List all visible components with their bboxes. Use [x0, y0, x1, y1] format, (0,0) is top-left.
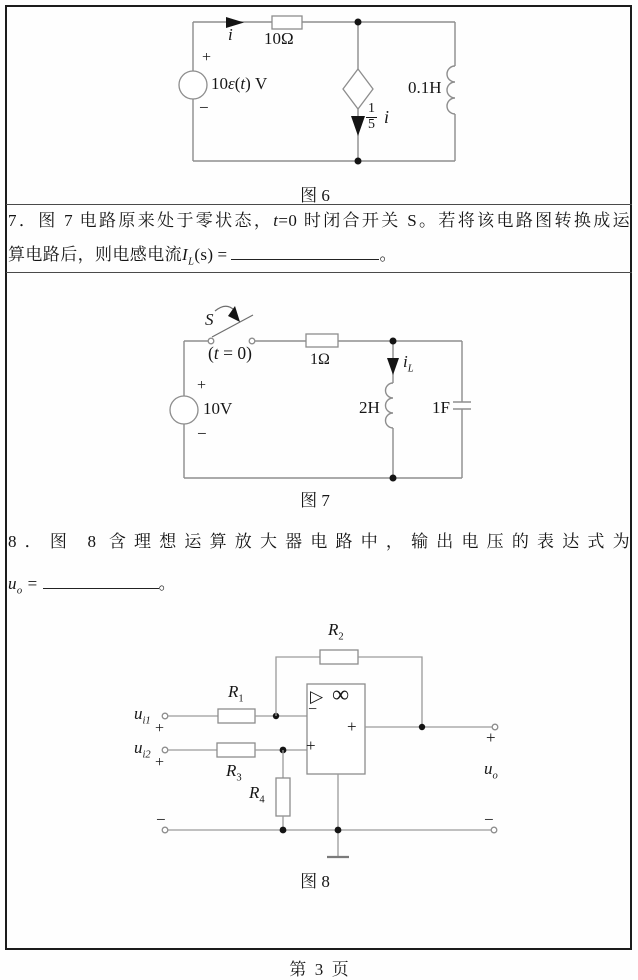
fig6-resistor-body — [272, 16, 302, 29]
question-8-line-2: $u_o$ = 。 — [8, 574, 176, 597]
fig8-right-terminal-minus: − — [484, 810, 494, 829]
fig8-feedback-wire-right — [358, 657, 422, 727]
fig7-voltage-source-circle — [170, 396, 198, 424]
fig8-r1-label: $R_1$ — [228, 682, 244, 705]
fig7-switch-label: S — [205, 310, 214, 329]
answer-blank-q7 — [231, 246, 379, 260]
fig7-resistor-body — [306, 334, 338, 347]
fig6-source-minus: − — [199, 98, 209, 117]
fig7-geometry — [170, 306, 471, 482]
fig7-capacitor-plates — [453, 402, 471, 409]
fig7-inductor-current-arrow — [387, 358, 399, 375]
page-number: 第 3 页 — [289, 960, 349, 979]
fig8-input2-label: $u_{i2}$ — [134, 738, 151, 761]
fig7-switch-arc — [215, 306, 234, 311]
fig8-geometry — [162, 650, 498, 857]
fig6-inductor-label: 0.1H — [408, 78, 442, 97]
fig7-capacitor-label: 1F — [432, 398, 450, 417]
fig6-voltage-source-circle — [179, 71, 207, 99]
fig7-inductor-coil — [386, 383, 394, 428]
question-7-line-2: 算电路后，则电感电流$I_L(s)$ = 。 — [8, 245, 397, 268]
fig7-switch-time-label: (t = 0) — [208, 343, 252, 363]
fig7-source-minus: − — [197, 424, 207, 443]
fig7-switch-blade — [212, 315, 253, 337]
question-7-line-1: 7．图 7 电路原来处于零状态，t=0 时闭合开关 S。若将该电路图转换成运 — [8, 211, 630, 230]
fig6-caption: 图 6 — [300, 186, 330, 205]
fig8-input1-label: $u_{i1}$ — [134, 704, 151, 727]
fig6-dependent-current-arrow — [351, 116, 365, 136]
fig8-r3-label: $R_3$ — [226, 761, 242, 784]
fig8-rail-node-2 — [335, 827, 342, 834]
fig7-resistor-label: 1Ω — [310, 351, 330, 368]
answer-blank-q8 — [43, 575, 159, 589]
fig7-inductor-label: 2H — [359, 398, 380, 417]
fig8-r3-body — [217, 743, 255, 757]
fig7-inductor-current-label: $i_L$ — [403, 352, 414, 375]
fig7-source-plus: + — [197, 377, 207, 394]
fig8-r4-label: $R_4$ — [249, 783, 265, 806]
fig8-opamp-infinity-icon: ∞ — [332, 682, 350, 708]
fig8-r4-body — [276, 778, 290, 816]
fig8-inverting-input-sign: − — [308, 701, 318, 718]
fig8-output-node — [419, 724, 425, 730]
fig8-input2-plus: + — [155, 754, 165, 771]
fig8-r1-body — [218, 709, 255, 723]
fig8-opamp-triangle-icon: ▷ — [310, 687, 324, 706]
fig6-inductor-coil — [447, 66, 455, 114]
fig8-r2-label: $R_2$ — [328, 620, 344, 643]
fig7-source-label: 10V — [203, 399, 233, 418]
fig8-left-terminal-minus: − — [156, 810, 166, 829]
fig7-caption: 图 7 — [300, 491, 330, 510]
fig8-noninverting-input-sign: + — [306, 736, 316, 755]
fig8-input2-terminal — [162, 747, 168, 753]
fig7-switch-arrow — [228, 306, 240, 322]
fig6-node-bottom — [355, 158, 362, 165]
fig8-caption: 图 8 — [300, 872, 330, 891]
question-8-line-1: 8．图 8 含理想运算放大器电路中，输出电压的表达式为 — [8, 532, 630, 551]
fig8-output-sign: + — [347, 717, 357, 736]
fig8-output-terminal-plus: + — [486, 728, 496, 747]
fig6-dep-variable: i — [384, 107, 390, 127]
fig7-node-bottom — [390, 475, 397, 482]
fig7-node-top — [390, 338, 397, 345]
fig8-input1-terminal — [162, 713, 168, 719]
fig8-output-label: $u_o$ — [484, 759, 498, 782]
fig8-input1-plus: + — [155, 720, 165, 737]
fig6-dep-gain-fraction: $\frac{1}{5}$ — [368, 101, 375, 132]
fig6-source-label: 10ε(t) V — [211, 74, 268, 93]
fig6-source-plus: + — [202, 49, 212, 66]
fig8-r2-body — [320, 650, 358, 664]
fig8-rail-node-1 — [280, 827, 287, 834]
fig6-resistor-label: 10Ω — [264, 29, 294, 48]
fig6-node-top — [355, 19, 362, 26]
fig6-current-label: i — [228, 25, 233, 44]
